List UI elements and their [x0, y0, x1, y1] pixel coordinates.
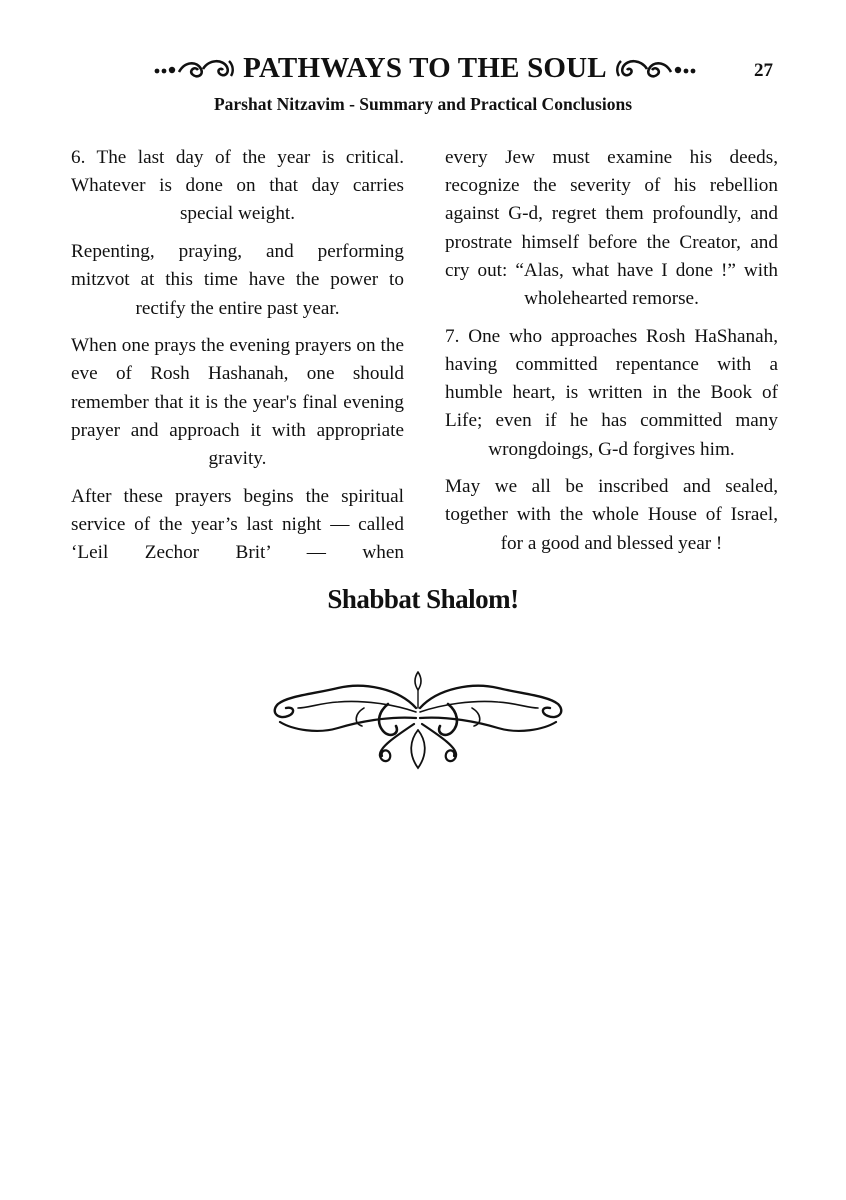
running-title: PATHWAYS TO THE SOUL: [243, 51, 607, 84]
paragraph: Repenting, praying, and performing mitzvot at this time have the power to rectify the entire past year.: [71, 241, 404, 319]
paragraph: May we all be inscribed and sealed, together with the whole House of Israel, for a good and blessed year !: [445, 476, 778, 554]
closing-greeting: Shabbat Shalom!: [327, 584, 519, 614]
flourish-left-icon: [151, 55, 237, 81]
right-column: [445, 144, 778, 567]
paragraph: When one prays the evening prayers on the eve of Rosh Hashanah, one should remember that it is the year's final evening prayer and approach it with appropriate gravity.: [71, 335, 404, 470]
paragraph: every Jew must examine his deeds, recognize the severity of his rebellion against G-d, regret them profoundly, and prostrate himself before the Creator, and cry out: “Alas, what have I done !” with wholehearted remorse.: [445, 147, 778, 310]
scroll-ornament-icon: [268, 668, 568, 772]
flourish-right-icon: [613, 55, 699, 81]
paragraph: 6. The last day of the year is critical. Whatever is done on that day carries special weight.: [71, 147, 404, 225]
left-column: [71, 144, 404, 577]
page-subtitle: Parshat Nitzavim - Summary and Practical Conclusions: [213, 94, 633, 114]
paragraph: After these prayers begins the spiritual service of the year’s last night — called ‘Leil Zechor Brit’ — when: [71, 485, 404, 564]
title-row: [130, 48, 720, 88]
paragraph: 7. One who approaches Rosh HaShanah, having committed repentance with a humble heart, is written in the Book of Life; even if he has committed many wrongdoings, G-d forgives him.: [445, 325, 778, 460]
page-number: 27: [754, 60, 773, 81]
page-header: [0, 48, 846, 88]
